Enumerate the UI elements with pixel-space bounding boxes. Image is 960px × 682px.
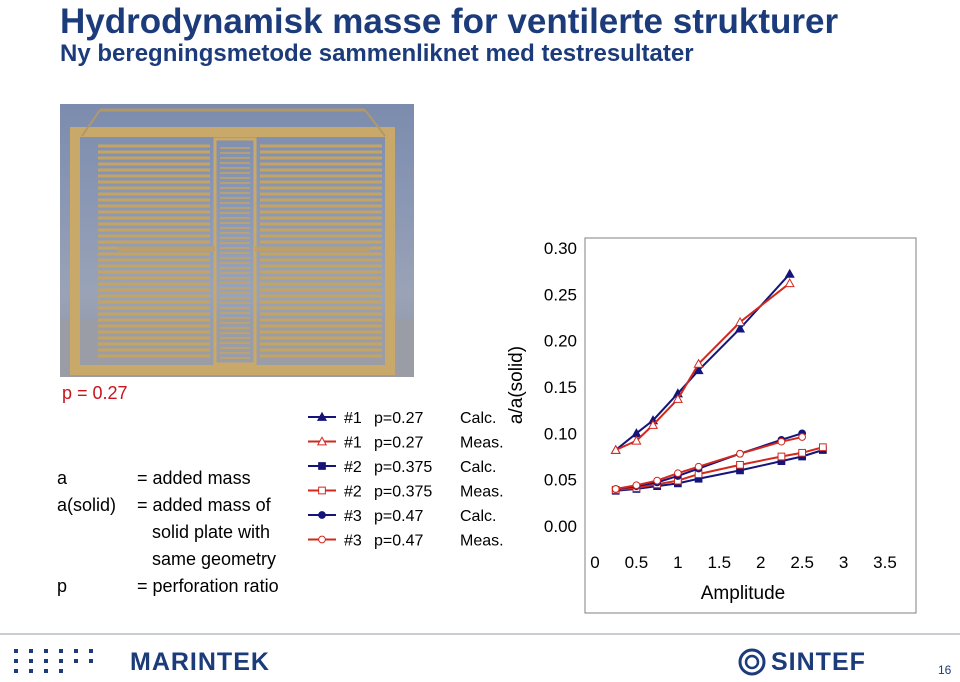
legend-label: Calc.	[460, 410, 497, 427]
legend-marker	[319, 512, 326, 519]
marintek-logo: MARINTEK	[130, 648, 270, 676]
data-point-s6	[674, 470, 681, 477]
legend-label: #2	[344, 459, 362, 476]
page-number: 16	[938, 663, 952, 677]
legend-label: p=0.375	[374, 459, 433, 476]
definition-text-asolid: = added mass of	[137, 495, 271, 515]
data-point-s2	[786, 279, 794, 287]
y-tick-label: 0.10	[543, 424, 577, 444]
legend-label: p=0.47	[374, 532, 424, 550]
data-point-s6	[633, 482, 640, 489]
x-tick-label: 0	[590, 553, 600, 572]
data-point-s6	[654, 477, 661, 484]
legend-label: Calc.	[460, 508, 497, 525]
legend-label: #3	[344, 508, 362, 525]
grating-panel-illustration	[60, 104, 414, 377]
legend-marker	[319, 487, 326, 494]
data-point-s1	[786, 270, 794, 278]
data-point-s4	[799, 449, 806, 456]
legend-label: p=0.47	[374, 508, 424, 525]
series-line-1	[616, 274, 790, 450]
y-axis-label: a/a(solid)	[506, 345, 527, 425]
x-tick-label: 2	[755, 553, 766, 572]
data-point-s6	[695, 463, 702, 470]
data-point-s4	[778, 453, 785, 460]
slide-subtitle: Ny beregningsmetode sammenliknet med testresultater	[60, 40, 694, 67]
legend-label: Meas.	[460, 434, 504, 452]
x-tick-label: 2.5	[790, 553, 814, 572]
data-point-s6	[612, 486, 619, 493]
legend-label: Meas.	[460, 483, 504, 501]
footer-divider	[0, 633, 960, 635]
slide-title: Hydrodynamisk masse for ventilerte strukturer	[60, 2, 839, 41]
definition-symbol-a: a	[57, 468, 68, 488]
x-tick-label: 1	[673, 553, 683, 572]
legend-label: #1	[344, 410, 362, 427]
marintek-dot-pattern-icon	[10, 645, 110, 677]
x-tick-label: 3	[838, 553, 849, 572]
photo-perforation-label: p = 0.27	[62, 383, 128, 403]
y-tick-label: 0.15	[543, 378, 577, 397]
legend-label: p=0.27	[374, 434, 424, 452]
legend-marker	[319, 463, 326, 470]
legend-marker	[319, 536, 326, 543]
y-tick-label: 0.20	[543, 331, 577, 351]
definition-text-p: = perforation ratio	[137, 576, 279, 596]
sintef-logo-icon	[738, 648, 766, 676]
test-structure-photo	[60, 104, 414, 377]
x-tick-label: 3.5	[873, 553, 897, 572]
legend-label: #1	[344, 434, 362, 452]
legend-label: Calc.	[460, 459, 497, 476]
y-tick-label: 0.00	[543, 517, 577, 536]
y-tick-label: 0.05	[543, 470, 577, 490]
legend-label: p=0.375	[374, 483, 433, 501]
added-mass-chart	[500, 230, 920, 610]
x-tick-label: 1.5	[707, 553, 732, 572]
chart-legend	[304, 400, 504, 558]
y-tick-label: 0.30	[543, 239, 577, 258]
definition-text-a: = added mass	[137, 468, 251, 488]
data-point-s6	[799, 434, 806, 441]
data-point-s6	[737, 450, 744, 457]
data-point-s4	[737, 461, 744, 468]
data-point-s6	[778, 438, 785, 445]
y-tick-label: 0.25	[543, 285, 577, 305]
definition-symbol-asolid: a(solid)	[57, 495, 117, 515]
definition-text-asolid-line2: solid plate with	[152, 522, 271, 542]
series-line-5	[616, 433, 802, 489]
x-axis-label: Amplitude	[700, 583, 786, 604]
x-tick-label: 0.5	[624, 553, 649, 572]
legend-label: #3	[344, 532, 362, 550]
legend-label: Meas.	[460, 532, 504, 550]
data-point-s4	[819, 444, 826, 451]
definition-text-asolid-line3: same geometry	[152, 549, 277, 569]
legend-label: #2	[344, 483, 362, 501]
sintef-logo: SINTEF	[771, 648, 866, 676]
legend-label: p=0.27	[374, 410, 424, 427]
definition-symbol-p: p	[57, 576, 68, 596]
